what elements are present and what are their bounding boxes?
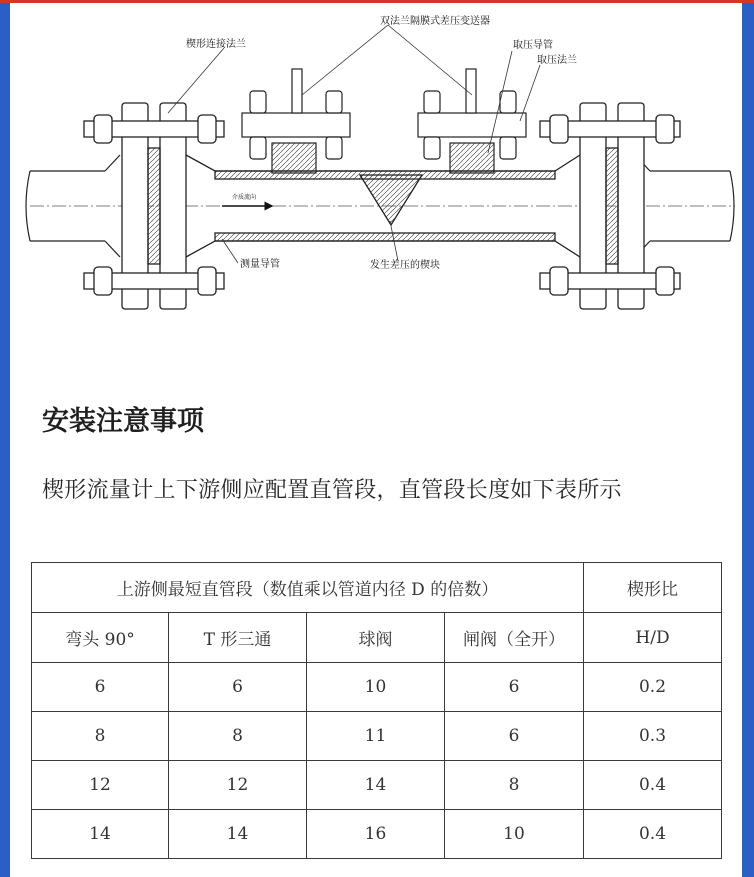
label-measuring-tube: 测量导管 xyxy=(240,259,280,270)
group-header-cell: 上游侧最短直管段（数值乘以管道内径 D 的倍数） xyxy=(32,563,584,613)
straight-pipe-table xyxy=(31,562,722,859)
label-flow-direction: 介质流向 xyxy=(232,194,257,201)
table-cell: 8 xyxy=(32,712,169,761)
right-pressure-tap xyxy=(418,69,526,173)
ratio-header-cell: 楔形比 xyxy=(584,563,722,613)
table-cell: 10 xyxy=(445,810,584,859)
table-cell: 12 xyxy=(169,761,307,810)
drawing-svg xyxy=(10,3,742,338)
section-paragraph: 楔形流量计上下游侧应配置直管段，直管段长度如下表所示 xyxy=(42,478,622,503)
label-pressure-tube: 取压导管 xyxy=(513,40,553,51)
column-header: 闸阀（全开） xyxy=(445,613,584,663)
table-row xyxy=(32,761,722,810)
table-row xyxy=(32,663,722,712)
table-cell: 14 xyxy=(169,810,307,859)
column-header: 球阀 xyxy=(307,613,445,663)
table-cell: 0.4 xyxy=(584,761,722,810)
label-wedge-block: 发生差压的楔块 xyxy=(370,260,440,271)
label-transmitter: 双法兰隔膜式差压变送器 xyxy=(380,16,490,27)
table-cell: 14 xyxy=(307,761,445,810)
table-column-header-row xyxy=(32,613,722,663)
table-cell: 0.2 xyxy=(584,663,722,712)
table-cell: 12 xyxy=(32,761,169,810)
table-cell: 0.3 xyxy=(584,712,722,761)
wedge-flowmeter-drawing xyxy=(10,3,742,338)
table-cell: 10 xyxy=(307,663,445,712)
label-wedge-flange: 楔形连接法兰 xyxy=(186,39,246,50)
table-row xyxy=(32,712,722,761)
column-header: T 形三通 xyxy=(169,613,307,663)
table-cell: 6 xyxy=(445,663,584,712)
table-cell: 16 xyxy=(307,810,445,859)
table-cell: 0.4 xyxy=(584,810,722,859)
table-cell: 8 xyxy=(445,761,584,810)
column-header: H/D xyxy=(584,613,722,663)
table-cell: 8 xyxy=(169,712,307,761)
table-row xyxy=(32,810,722,859)
column-header: 弯头 90° xyxy=(32,613,169,663)
left-pressure-tap xyxy=(242,69,350,173)
table-group-header-row xyxy=(32,563,722,613)
table-cell: 6 xyxy=(445,712,584,761)
section-title: 安装注意事项 xyxy=(42,406,204,437)
table-cell: 6 xyxy=(169,663,307,712)
content-panel xyxy=(10,3,742,877)
wedge-block xyxy=(360,175,422,225)
table-cell: 6 xyxy=(32,663,169,712)
table-cell: 14 xyxy=(32,810,169,859)
table-cell: 11 xyxy=(307,712,445,761)
label-pressure-flange: 取压法兰 xyxy=(537,55,577,66)
